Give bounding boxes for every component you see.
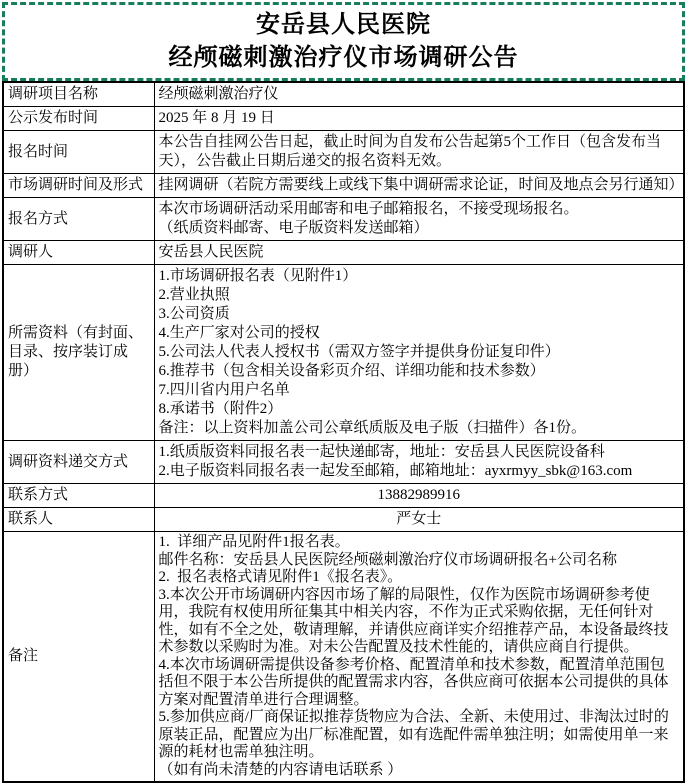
- row-label: 报名方式: [3, 198, 154, 241]
- table-row: [3, 174, 684, 198]
- row-content: [154, 484, 684, 508]
- content-line: 2.营业执照: [158, 287, 230, 303]
- content-line: （如有尚未清楚的内容请电话联系 ）: [158, 761, 403, 778]
- content-line: （纸质资料邮寄、电子版资料发送邮箱）: [158, 220, 429, 236]
- table-row: [3, 265, 684, 441]
- row-content: [154, 107, 684, 131]
- content-line: 7.四川省内用户名单: [158, 382, 290, 398]
- announcement-table: [2, 81, 685, 783]
- content-line: 2025 年 8 月 19 日: [158, 110, 275, 126]
- row-label: 调研资料递交方式: [3, 441, 154, 484]
- row-content: [154, 241, 684, 265]
- content-line: 3.本次公开市场调研内容因市场了解的局限性，仅作为医院市场调研参考使用，我院有权使用所征集其中相关内容，不作为正式采购依据，无任何针对性，如有不全之处，敬请理解，并请供应商详实介绍推荐产品，本设备最终技术参数以采购时为准。对未公告配置及技术性能的，请供应商自行提供。: [158, 586, 669, 655]
- table-row: [3, 532, 684, 783]
- row-content: [154, 265, 684, 441]
- row-label: 市场调研时间及形式: [3, 174, 154, 198]
- hospital-name-title: 安岳县人民医院: [256, 11, 431, 38]
- row-label: 公示发布时间: [3, 107, 154, 131]
- row-label: 所需资料（有封面、目录、按序装订成册）: [3, 265, 154, 441]
- row-label: 联系人: [3, 508, 154, 532]
- row-content: [154, 508, 684, 532]
- table-row: [3, 82, 684, 107]
- content-line: 1.纸质版资料同报名表一起快递邮寄，地址：安岳县人民医院设备科: [158, 444, 605, 460]
- row-content: [154, 198, 684, 241]
- row-label: 联系方式: [3, 484, 154, 508]
- row-label: 报名时间: [3, 131, 154, 174]
- row-content: [154, 441, 684, 484]
- announcement-title-box: [2, 2, 685, 81]
- content-line: 6.推荐书（包含相关设备彩页介绍、详细功能和技术参数）: [158, 363, 545, 379]
- content-line: 挂网调研（若院方需要线上或线下集中调研需求论证，时间及地点会另行通知）: [158, 177, 684, 193]
- row-content: [154, 532, 684, 783]
- table-row: [3, 198, 684, 241]
- page: [0, 2, 687, 783]
- content-line: 1. 详细产品见附件1报名表。: [158, 534, 350, 550]
- table-row: [3, 107, 684, 131]
- table-row: [3, 131, 684, 174]
- announcement-subtitle: 经颅磁刺激治疗仪市场调研公告: [168, 44, 519, 71]
- row-label: 调研人: [3, 241, 154, 265]
- table-row: [3, 508, 684, 532]
- row-content: [154, 82, 684, 107]
- content-line: 13882989916: [377, 487, 460, 503]
- table-row: [3, 241, 684, 265]
- content-line: 5.参加供应商/厂商保证拟推荐货物应为合法、全新、未使用过、非淘汰过时的原装正品，配置应为出厂标准配置，如有选配件需单独注明；如需使用单一来源的耗材也需单独注明。: [158, 709, 669, 760]
- row-label: 备注: [3, 532, 154, 783]
- content-line: 5.公司法人代表人授权书（需双方签字并提供身份证复印件）: [158, 344, 560, 360]
- content-line: 4.本次市场调研需提供设备参考价格、配置清单和技术参数，配置清单范围包括但不限于本公告所提供的配置需求内容，各供应商可依据本公司提供的具体方案对配置清单进行合理调整。: [158, 656, 669, 708]
- content-line: 经颅磁刺激治疗仪: [158, 86, 279, 102]
- content-line: 8.承诺书（附件2）: [158, 401, 283, 417]
- content-line: 邮件名称：安岳县人民医院经颅磁刺激治疗仪市场调研报名+公司名称: [158, 551, 617, 568]
- content-line: 1.市场调研报名表（见附件1）: [158, 268, 358, 284]
- row-label: 调研项目名称: [3, 82, 154, 107]
- content-line: 安岳县人民医院: [158, 244, 264, 260]
- row-content: [154, 174, 684, 198]
- content-line: 3.公司资质: [158, 306, 230, 322]
- content-line: 本次市场调研活动采用邮寄和电子邮箱报名，不接受现场报名。: [158, 201, 579, 217]
- content-line: 4.生产厂家对公司的授权: [158, 325, 320, 341]
- content-line: 严女士: [396, 511, 442, 527]
- row-content: [154, 131, 684, 174]
- content-line: 2. 报名表格式请见附件1《报名表》。: [158, 569, 403, 585]
- table-row: [3, 484, 684, 508]
- content-line: 2.电子版资料同报名表一起发至邮箱，邮箱地址：ayxrmyy_sbk@163.com: [158, 463, 633, 479]
- table-row: [3, 441, 684, 484]
- table-body: [3, 82, 684, 782]
- content-line: 备注：以上资料加盖公司公章纸质版及电子版（扫描件）各1份。: [158, 420, 587, 436]
- content-line: 本公告自挂网公告日起，截止时间为自发布公告起第5个工作日（包含发布当天），公告截止日期后递交的报名资料无效。: [158, 134, 662, 169]
